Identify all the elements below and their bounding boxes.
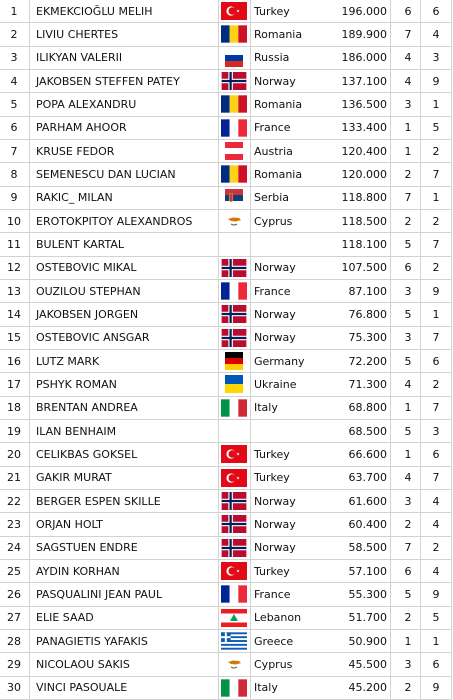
col-b-cell: 7 bbox=[432, 471, 440, 485]
rank-cell: 20 bbox=[7, 447, 21, 461]
no-flag-icon bbox=[221, 329, 247, 347]
flag-cell bbox=[220, 677, 248, 699]
rank-cell: 18 bbox=[7, 401, 21, 415]
name-cell: ORJAN HOLT bbox=[36, 517, 103, 531]
rank-cell: 17 bbox=[7, 377, 21, 391]
fr-flag-icon bbox=[221, 119, 247, 137]
score-cell: 107.500 bbox=[341, 261, 387, 275]
flag-cell bbox=[220, 443, 248, 465]
score-cell: 45.500 bbox=[348, 657, 387, 671]
fr-flag-icon bbox=[221, 585, 247, 603]
lb-flag-icon bbox=[221, 609, 247, 627]
table-row bbox=[0, 583, 452, 606]
score-cell: 58.500 bbox=[348, 541, 387, 555]
country-cell: Turkey bbox=[254, 564, 290, 578]
table-row bbox=[0, 513, 452, 536]
name-cell: EKMEKCIOĞLU MELIH bbox=[36, 4, 153, 18]
table-row bbox=[0, 117, 452, 140]
country-cell bbox=[254, 233, 324, 255]
col-b-cell: 6 bbox=[432, 4, 440, 18]
name-cell: OSTEBOVIC ANSGAR bbox=[36, 331, 150, 345]
col-a-cell: 6 bbox=[404, 564, 412, 578]
rank-cell: 30 bbox=[7, 681, 21, 695]
col-a-cell: 4 bbox=[404, 471, 412, 485]
rank-cell: 1 bbox=[10, 4, 18, 18]
col-a-cell: 2 bbox=[404, 167, 412, 181]
rank-cell: 26 bbox=[7, 587, 21, 601]
col-a-cell: 5 bbox=[404, 354, 412, 368]
name-cell: CELIKBAS GOKSEL bbox=[36, 447, 138, 461]
name-cell: BERGER ESPEN SKILLE bbox=[36, 494, 161, 508]
col-b-cell: 9 bbox=[432, 284, 440, 298]
table-row bbox=[0, 373, 452, 396]
flag-cell bbox=[220, 420, 248, 442]
no-flag-icon bbox=[221, 305, 247, 323]
rank-cell: 13 bbox=[7, 284, 21, 298]
col-a-cell: 1 bbox=[404, 144, 412, 158]
table-row bbox=[0, 70, 452, 93]
table-row bbox=[0, 23, 452, 46]
col-a-cell: 7 bbox=[404, 27, 412, 41]
col-a-cell: 3 bbox=[404, 284, 412, 298]
rank-cell: 14 bbox=[7, 307, 21, 321]
name-cell: LUTZ MARK bbox=[36, 354, 100, 368]
score-cell: 186.000 bbox=[341, 51, 387, 65]
score-cell: 63.700 bbox=[348, 471, 387, 485]
rank-cell: 24 bbox=[7, 541, 21, 555]
name-cell: SEMENESCU DAN LUCIAN bbox=[36, 167, 176, 181]
no-flag-icon bbox=[221, 259, 247, 277]
name-cell: BULENT KARTAL bbox=[36, 237, 125, 251]
country-cell: Italy bbox=[254, 681, 278, 695]
table-row bbox=[0, 397, 452, 420]
name-cell: BRENTAN ANDREA bbox=[36, 401, 138, 415]
flag-cell bbox=[220, 607, 248, 629]
country-cell bbox=[254, 420, 324, 442]
table-row bbox=[0, 280, 452, 303]
col-b-cell: 6 bbox=[432, 447, 440, 461]
country-cell: France bbox=[254, 587, 291, 601]
rank-cell: 27 bbox=[7, 611, 21, 625]
table-row bbox=[0, 187, 452, 210]
rank-cell: 11 bbox=[7, 237, 21, 251]
col-a-cell: 3 bbox=[404, 657, 412, 671]
score-cell: 57.100 bbox=[348, 564, 387, 578]
rank-cell: 9 bbox=[10, 191, 18, 205]
flag-cell bbox=[220, 537, 248, 559]
col-b-cell: 4 bbox=[432, 27, 440, 41]
country-cell: Romania bbox=[254, 97, 303, 111]
country-cell: Turkey bbox=[254, 447, 290, 461]
rank-cell: 22 bbox=[7, 494, 21, 508]
flag-cell bbox=[220, 47, 248, 69]
table-row bbox=[0, 630, 452, 653]
flag-cell bbox=[220, 23, 248, 45]
score-cell: 50.900 bbox=[348, 634, 387, 648]
table-row bbox=[0, 140, 452, 163]
country-cell: Norway bbox=[254, 261, 296, 275]
col-b-cell: 4 bbox=[432, 564, 440, 578]
rank-cell: 12 bbox=[7, 261, 21, 275]
rank-cell: 15 bbox=[7, 331, 21, 345]
score-cell: 51.700 bbox=[348, 611, 387, 625]
country-cell: Norway bbox=[254, 74, 296, 88]
score-cell: 133.400 bbox=[341, 121, 387, 135]
col-b-cell: 6 bbox=[432, 657, 440, 671]
name-cell: LIVIU CHERTES bbox=[36, 27, 119, 41]
name-cell: SAGSTUEN ENDRE bbox=[36, 541, 138, 555]
col-b-cell: 3 bbox=[432, 51, 440, 65]
at-flag-icon bbox=[221, 142, 247, 160]
flag-cell bbox=[220, 140, 248, 162]
tr-flag-icon bbox=[221, 562, 247, 580]
country-cell: Norway bbox=[254, 307, 296, 321]
col-b-cell: 7 bbox=[432, 167, 440, 181]
tr-flag-icon bbox=[221, 2, 247, 20]
table-row bbox=[0, 350, 452, 373]
flag-cell bbox=[220, 303, 248, 325]
table-row bbox=[0, 677, 452, 700]
col-a-cell: 6 bbox=[404, 261, 412, 275]
name-cell: POPA ALEXANDRU bbox=[36, 97, 137, 111]
score-cell: 55.300 bbox=[348, 587, 387, 601]
table-row bbox=[0, 303, 452, 326]
flag-cell bbox=[220, 397, 248, 419]
flag-cell bbox=[220, 187, 248, 209]
no-flag-icon bbox=[221, 515, 247, 533]
cy-flag-icon bbox=[221, 212, 247, 230]
country-cell: Romania bbox=[254, 27, 303, 41]
table-row bbox=[0, 163, 452, 186]
country-cell: Norway bbox=[254, 517, 296, 531]
rank-cell: 25 bbox=[7, 564, 21, 578]
tr-flag-icon bbox=[221, 469, 247, 487]
name-cell: KRUSE FEDOR bbox=[36, 144, 115, 158]
it-flag-icon bbox=[221, 679, 247, 697]
name-cell: NICOLAOU SAKIS bbox=[36, 657, 130, 671]
fr-flag-icon bbox=[221, 282, 247, 300]
table-row bbox=[0, 210, 452, 233]
gr-flag-icon bbox=[221, 632, 247, 650]
tr-flag-icon bbox=[221, 445, 247, 463]
rank-cell: 29 bbox=[7, 657, 21, 671]
de-flag-icon bbox=[221, 352, 247, 370]
score-cell: 68.800 bbox=[348, 401, 387, 415]
rank-cell: 28 bbox=[7, 634, 21, 648]
ru-flag-icon bbox=[221, 49, 247, 67]
col-b-cell: 3 bbox=[432, 424, 440, 438]
score-cell: 120.400 bbox=[341, 144, 387, 158]
col-a-cell: 2 bbox=[404, 681, 412, 695]
rank-cell: 2 bbox=[10, 27, 18, 41]
rs-flag-icon bbox=[221, 189, 247, 207]
name-cell: PANAGIETIS YAFAKIS bbox=[36, 634, 148, 648]
cy-flag-icon bbox=[221, 655, 247, 673]
country-cell: Serbia bbox=[254, 191, 290, 205]
flag-cell bbox=[220, 280, 248, 302]
ro-flag-icon bbox=[221, 25, 247, 43]
name-cell: PASQUALINI JEAN PAUL bbox=[36, 587, 163, 601]
name-cell: PARHAM AHOOR bbox=[36, 121, 127, 135]
country-cell: Norway bbox=[254, 331, 296, 345]
rank-cell: 7 bbox=[10, 144, 18, 158]
score-cell: 75.300 bbox=[348, 331, 387, 345]
col-a-cell: 4 bbox=[404, 74, 412, 88]
col-a-cell: 4 bbox=[404, 51, 412, 65]
ro-flag-icon bbox=[221, 95, 247, 113]
flag-cell bbox=[220, 0, 248, 22]
score-cell: 137.100 bbox=[341, 74, 387, 88]
rank-cell: 6 bbox=[10, 121, 18, 135]
table-row bbox=[0, 233, 452, 256]
rank-cell: 21 bbox=[7, 471, 21, 485]
country-cell: France bbox=[254, 284, 291, 298]
col-b-cell: 6 bbox=[432, 354, 440, 368]
ro-flag-icon bbox=[221, 165, 247, 183]
rank-cell: 23 bbox=[7, 517, 21, 531]
no-flag-icon bbox=[221, 492, 247, 510]
flag-cell bbox=[220, 93, 248, 115]
table-row bbox=[0, 327, 452, 350]
col-a-cell: 6 bbox=[404, 4, 412, 18]
name-cell: ILIKYAN VALERII bbox=[36, 51, 123, 65]
col-a-cell: 2 bbox=[404, 611, 412, 625]
col-a-cell: 7 bbox=[404, 541, 412, 555]
col-b-cell: 2 bbox=[432, 261, 440, 275]
score-cell: 87.100 bbox=[348, 284, 387, 298]
col-a-cell: 5 bbox=[404, 587, 412, 601]
col-a-cell: 1 bbox=[404, 401, 412, 415]
ua-flag-icon bbox=[221, 375, 247, 393]
score-cell: 72.200 bbox=[348, 354, 387, 368]
flag-cell bbox=[220, 490, 248, 512]
col-b-cell: 1 bbox=[432, 307, 440, 321]
score-cell: 76.800 bbox=[348, 307, 387, 321]
flag-cell bbox=[220, 257, 248, 279]
flag-cell bbox=[220, 163, 248, 185]
name-cell: EROTOKPITOY ALEXANDROS bbox=[36, 214, 193, 228]
rank-cell: 5 bbox=[10, 97, 18, 111]
no-flag-icon bbox=[221, 539, 247, 557]
table-row bbox=[0, 490, 452, 513]
col-b-cell: 7 bbox=[432, 237, 440, 251]
flag-cell bbox=[220, 583, 248, 605]
name-cell: AYDIN KORHAN bbox=[36, 564, 120, 578]
col-a-cell: 5 bbox=[404, 307, 412, 321]
col-b-cell: 5 bbox=[432, 121, 440, 135]
country-cell: Italy bbox=[254, 401, 278, 415]
score-cell: 118.100 bbox=[341, 237, 387, 251]
flag-cell bbox=[220, 630, 248, 652]
table-row bbox=[0, 467, 452, 490]
name-cell: ILAN BENHAIM bbox=[36, 424, 117, 438]
score-cell: 136.500 bbox=[341, 97, 387, 111]
rank-cell: 4 bbox=[10, 74, 18, 88]
name-cell: JAKOBSEN JORGEN bbox=[36, 307, 139, 321]
country-cell: Russia bbox=[254, 51, 290, 65]
it-flag-icon bbox=[221, 399, 247, 417]
table-row bbox=[0, 257, 452, 280]
table-row bbox=[0, 93, 452, 116]
table-row bbox=[0, 47, 452, 70]
table-row bbox=[0, 537, 452, 560]
score-cell: 189.900 bbox=[341, 27, 387, 41]
score-cell: 118.800 bbox=[341, 191, 387, 205]
score-cell: 120.000 bbox=[341, 167, 387, 181]
col-b-cell: 4 bbox=[432, 517, 440, 531]
country-cell: France bbox=[254, 121, 291, 135]
col-a-cell: 1 bbox=[404, 447, 412, 461]
col-b-cell: 1 bbox=[432, 634, 440, 648]
country-cell: Greece bbox=[254, 634, 294, 648]
score-cell: 45.200 bbox=[348, 681, 387, 695]
col-b-cell: 9 bbox=[432, 587, 440, 601]
country-cell: Turkey bbox=[254, 471, 290, 485]
rank-cell: 16 bbox=[7, 354, 21, 368]
name-cell: OUZILOU STEPHAN bbox=[36, 284, 141, 298]
country-cell: Turkey bbox=[254, 4, 290, 18]
score-cell: 196.000 bbox=[341, 4, 387, 18]
country-cell: Austria bbox=[254, 144, 293, 158]
rank-cell: 10 bbox=[7, 214, 21, 228]
flag-cell bbox=[220, 117, 248, 139]
table-row bbox=[0, 443, 452, 466]
flag-cell bbox=[220, 70, 248, 92]
col-b-cell: 9 bbox=[432, 681, 440, 695]
col-a-cell: 1 bbox=[404, 634, 412, 648]
flag-cell bbox=[220, 560, 248, 582]
table-row bbox=[0, 560, 452, 583]
col-a-cell: 5 bbox=[404, 237, 412, 251]
table-row bbox=[0, 607, 452, 630]
rank-cell: 3 bbox=[10, 51, 18, 65]
table-row bbox=[0, 0, 452, 23]
col-a-cell: 2 bbox=[404, 517, 412, 531]
name-cell: OSTEBOVIC MIKAL bbox=[36, 261, 137, 275]
country-cell: Cyprus bbox=[254, 214, 293, 228]
country-cell: Lebanon bbox=[254, 611, 302, 625]
name-cell: RAKIC_ MILAN bbox=[36, 191, 113, 205]
table-row bbox=[0, 653, 452, 676]
name-cell: ELIE SAAD bbox=[36, 611, 94, 625]
flag-cell bbox=[220, 210, 248, 232]
table-row bbox=[0, 420, 452, 443]
col-a-cell: 7 bbox=[404, 191, 412, 205]
col-a-cell: 1 bbox=[404, 121, 412, 135]
rank-cell: 8 bbox=[10, 167, 18, 181]
no-flag-icon bbox=[221, 72, 247, 90]
score-cell: 68.500 bbox=[348, 424, 387, 438]
score-cell: 118.500 bbox=[341, 214, 387, 228]
col-b-cell: 1 bbox=[432, 97, 440, 111]
score-cell: 61.600 bbox=[348, 494, 387, 508]
flag-cell bbox=[220, 467, 248, 489]
score-cell: 71.300 bbox=[348, 377, 387, 391]
flag-cell bbox=[220, 373, 248, 395]
name-cell: JAKOBSEN STEFFEN PATEY bbox=[36, 74, 180, 88]
flag-cell bbox=[220, 233, 248, 255]
country-cell: Ukraine bbox=[254, 377, 297, 391]
col-b-cell: 2 bbox=[432, 377, 440, 391]
name-cell: GAKIR MURAT bbox=[36, 471, 112, 485]
col-b-cell: 2 bbox=[432, 214, 440, 228]
flag-cell bbox=[220, 653, 248, 675]
country-cell: Romania bbox=[254, 167, 303, 181]
country-cell: Cyprus bbox=[254, 657, 293, 671]
col-b-cell: 7 bbox=[432, 331, 440, 345]
country-cell: Norway bbox=[254, 541, 296, 555]
col-a-cell: 2 bbox=[404, 214, 412, 228]
score-cell: 60.400 bbox=[348, 517, 387, 531]
flag-cell bbox=[220, 327, 248, 349]
col-b-cell: 1 bbox=[432, 191, 440, 205]
col-a-cell: 3 bbox=[404, 97, 412, 111]
col-b-cell: 4 bbox=[432, 494, 440, 508]
col-b-cell: 9 bbox=[432, 74, 440, 88]
name-cell: PSHYK ROMAN bbox=[36, 377, 117, 391]
col-b-cell: 2 bbox=[432, 541, 440, 555]
rank-cell: 19 bbox=[7, 424, 21, 438]
score-cell: 66.600 bbox=[348, 447, 387, 461]
col-b-cell: 5 bbox=[432, 611, 440, 625]
country-cell: Norway bbox=[254, 494, 296, 508]
col-a-cell: 3 bbox=[404, 494, 412, 508]
flag-cell bbox=[220, 513, 248, 535]
name-cell: VINCI PASOUALE bbox=[36, 681, 128, 695]
col-a-cell: 4 bbox=[404, 377, 412, 391]
country-cell: Germany bbox=[254, 354, 305, 368]
col-b-cell: 2 bbox=[432, 144, 440, 158]
col-a-cell: 5 bbox=[404, 424, 412, 438]
col-a-cell: 3 bbox=[404, 331, 412, 345]
flag-cell bbox=[220, 350, 248, 372]
col-b-cell: 7 bbox=[432, 401, 440, 415]
